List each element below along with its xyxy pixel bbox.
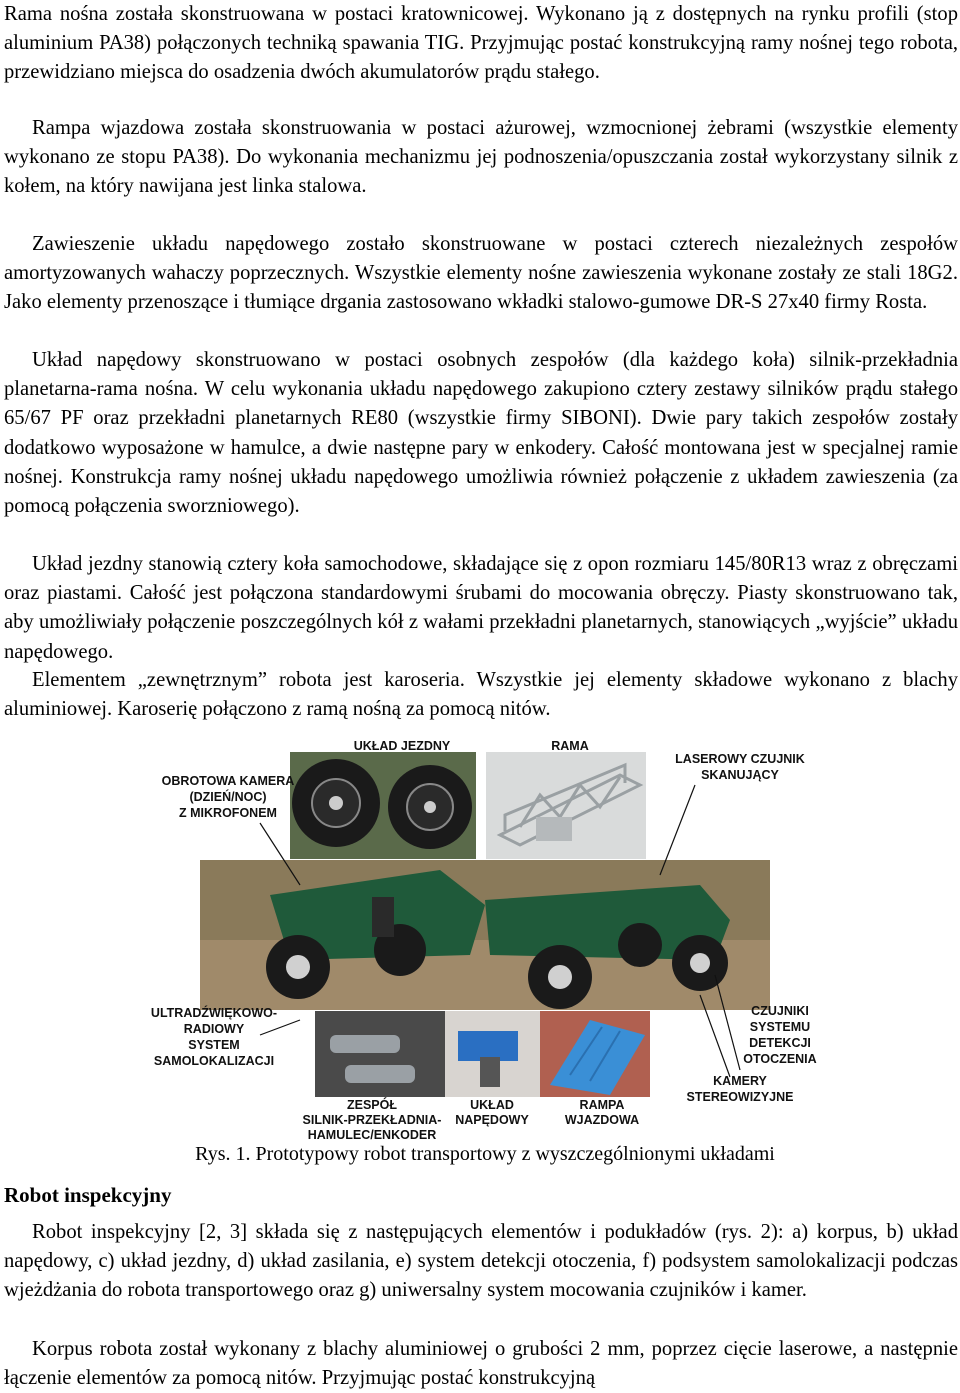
label-ultra-line: RADIOWY [183,1022,245,1036]
label-kamera-line: (DZIEŃ/NOC) [189,790,267,804]
robot-figure [140,735,828,1140]
label-ultra-line: SYSTEM [188,1038,240,1052]
label-stereo-line: STEREOWIZYJNE [686,1090,794,1104]
label-ultra-line: SAMOLOKALIZACJI [153,1054,275,1068]
label-kamery-stereo: KAMERY [713,1074,767,1088]
label-czujniki-line: SYSTEMU [749,1020,811,1034]
paragraph: Rampa wjazdowa została skonstruowania w postaci ażurowej, wzmocnionej żebrami (wszystkie elementy wykonano ze stopu PA38). Do wykonania mechanizmu jej podnoszenia/opuszczania został wykorzystany silnik z kołem, na który nawijana jest linka stalowa. [4,117,958,198]
label-rama: RAMA [551,739,589,753]
section-heading: Robot inspekcyjny [4,1183,172,1207]
figure-caption: Rys. 1. Prototypowy robot transportowy z wyszczególnionymi układami [195,1143,775,1165]
label-rampa-line: WJAZDOWA [564,1113,640,1127]
label-ultradzwiekowo: ULTRADŹWIĘKOWO- [150,1006,278,1020]
paragraph: Zawieszenie układu napędowego zostało skonstruowane w postaci czterech niezależnych zespołów amortyzowanych wahaczy poprzecznych. Wszystkie elementy nośne zawieszenia wykonane zostały ze stali 18G2. Jako elementy przenoszące i tłumiące drgania zastosowano wkładki stalowo-gumowe DR-S 27x40 firmy Rosta. [4,233,958,314]
label-zespol: ZESPÓŁ [346,1098,398,1112]
label-kamera: OBROTOWA KAMERA [161,774,295,788]
label-rampa: RAMPA [579,1098,625,1112]
paragraph: Układ jezdny stanowią cztery koła samochodowe, składające się z opon rozmiaru 145/80R13 wraz z obręczami oraz piastami. Całość jest połączona standardowymi śrubami do mocowania obręczy. Piasty skonstruowano tak, aby umożliwiały połączenie poszczególnych kół z wałami przekładni planetarnych, stanowiących „wyjście” układu napędowego. [4,553,958,663]
label-kamera-line: Z MIKROFONEM [179,806,277,820]
paragraph: Robot inspekcyjny [2, 3] składa się z następujących elementów i podukładów (rys. 2): a) korpus, b) układ napędowy, c) układ jezdny, d) układ zasilania, e) system detekcji otoczenia, f) podsystem samolokalizacji podczas wjeżdżania do robota transportowego oraz g) uniwersalny system mocowania czujników i kamer. [4,1221,958,1302]
label-czujniki-line: DETEKCJI [749,1036,811,1050]
label-uklad-jezdny: UKŁAD JEZDNY [353,739,451,753]
label-naped-line: NAPĘDOWY [455,1113,529,1127]
label-zespol-line: SILNIK-PRZEKŁADNIA- [302,1113,442,1127]
paragraph: Elementem „zewnętrznym” robota jest karoseria. Wszystkie jej elementy składowe wykonano z blachy aluminiowej. Karoserię połączono z ramą nośną za pomocą nitów. [4,669,958,721]
label-czujniki-line: OTOCZENIA [743,1052,817,1066]
motor-photo [315,1011,445,1097]
robot-figure-illustration [140,735,828,1140]
label-zespol-line: HAMULEC/ENKODER [307,1128,437,1140]
paragraph: Układ napędowy skonstruowano w postaci osobnych zespołów (dla każdego koła) silnik-przekładnia planetarna-rama nośna. W celu wykonania układu napędowego zakupiono cztery zestawy silników prądu stałego 65/67 PF oraz przekładni planetarnych RE80 (wszystkie firmy SIBONI). Dwie pary takich zespołów zostały dodatkowo wyposażone w hamulce, a dwie następne pary w enkodery. Całość montowana jest w specjalnej ramie nośnej. Konstrukcja ramy nośnej układu napędowego umożliwia również połączenie z układem zawieszenia (za pomocą połączenia sworzniowego). [4,349,958,518]
paragraph: Korpus robota został wykonany z blachy aluminiowej o grubości 2 mm, poprzez cięcie laserowe, a następnie łączenie elementów za pomocą nitów. Przyjmując postać konstrukcyjną [4,1338,958,1390]
label-laser: LASEROWY CZUJNIK [675,752,805,766]
label-laser-line: SKANUJĄCY [701,768,779,782]
paragraph: Rama nośna została skonstruowana w postaci kratownicowej. Wykonano ją z dostępnych na rynku profili (stop aluminium PA38) połączonych techniką spawania TIG. Przyjmując postać konstrukcyjną ramy nośnej tego robota, przewidziano miejsca do osadzenia dwóch akumulatorów prądu stałego. [4,3,958,84]
label-czujniki: CZUJNIKI [751,1004,809,1018]
label-uklad-napedowy: UKŁAD [470,1098,514,1112]
